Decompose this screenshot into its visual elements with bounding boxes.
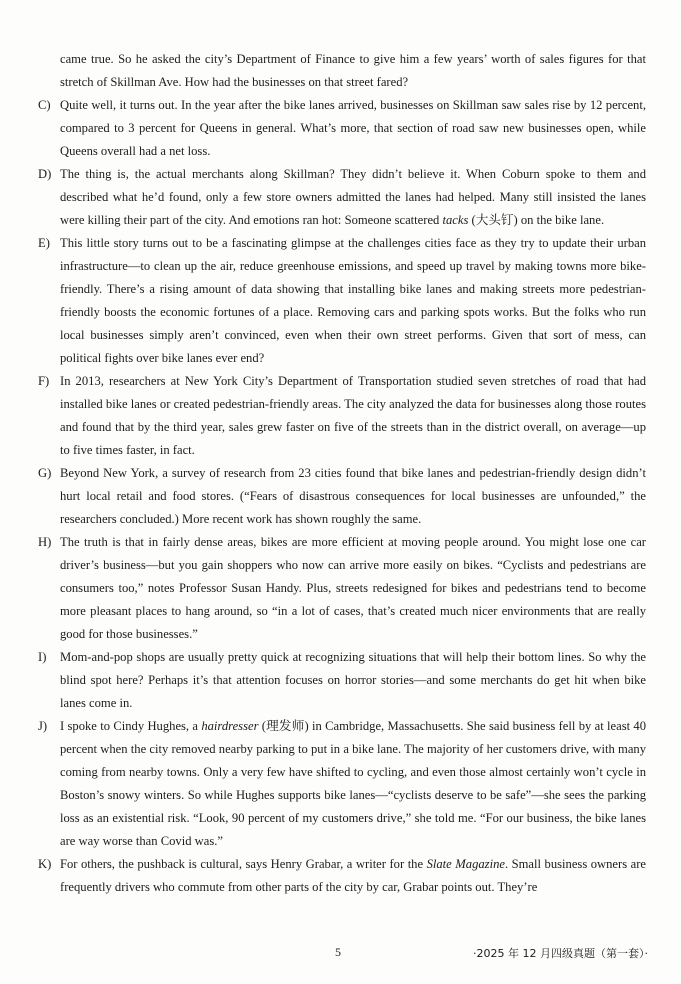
text-run: (大头钉) on the bike lane. [468, 213, 605, 227]
text-run: The truth is that in fairly dense areas, bikes are more efficient at moving people around. You might lose one car driver’s business—but you gain shoppers who now can arrive more easily on bikes. “Cyclists and pedestrians are consumers too,” notes Professor Susan Handy. Plus, streets redesigned for bikes and pedestrians tend to become more pleasant places to hang around, so “in a lot of cases, that’s created much nicer environments that are really good for those businesses.” [60, 535, 646, 641]
paragraph-label: K) [38, 857, 52, 871]
paragraph-body [60, 719, 646, 848]
paragraph-i [38, 646, 646, 715]
paragraph-label: J) [38, 719, 48, 733]
text-run: For others, the pushback is cultural, says Henry Grabar, a writer for the [60, 857, 427, 871]
text-run: Quite well, it turns out. In the year after the bike lanes arrived, businesses on Skillman saw sales rise by 12 percent, compared to 3 percent for Queens in general. What’s more, that section of road saw new businesses open, while Queens overall had a net loss. [60, 98, 646, 158]
paragraph-d [38, 163, 646, 232]
paragraph-g [38, 462, 646, 531]
paragraph-label: D) [38, 167, 52, 181]
paragraph-body [60, 466, 646, 526]
paragraph-body [60, 535, 646, 641]
paragraph-label: G) [38, 466, 52, 480]
text-run: . Small business owners are frequently drivers who commute from other parts of the city by car, Grabar points out. They’re [60, 857, 646, 894]
paragraph-k [38, 853, 646, 899]
paragraph-j [38, 715, 646, 853]
text-run: The thing is, the actual merchants along Skillman? They didn’t believe it. When Coburn spoke to them and described what he’d found, only a few store owners admitted the lanes had helped. Many still insisted the lanes were killing their part of the city. And emotions ran hot: Someone scattered [60, 167, 646, 227]
paragraph-f [38, 370, 646, 462]
paragraph-body [60, 857, 646, 894]
italic-term: Slate Magazine [426, 857, 505, 871]
paragraph-body [60, 52, 646, 89]
paragraph-body [60, 650, 646, 710]
text-run: This little story turns out to be a fascinating glimpse at the challenges cities face as they try to update their urban infrastructure—to clean up the air, reduce greenhouse emissions, and speed up travel by making towns more bike-friendly. There’s a rising amount of data showing that installing bike lanes and making streets more pedestrian-friendly boosts the economic fortunes of a place. Removing cars and parking spots works. But the folks who run local businesses simply aren’t convinced, even when their own street performs. Given that sort of mess, can political fights over bike lanes ever end? [60, 236, 646, 365]
paragraph-label: C) [38, 98, 51, 112]
paragraph-h [38, 531, 646, 646]
paragraph-c [38, 94, 646, 163]
paragraph-label: F) [38, 374, 50, 388]
page-number: 5 [335, 945, 341, 959]
text-run: (理发师) in Cambridge, Massachusetts. She said business fell by at least 40 percent when the city removed nearby parking to put in a bike lane. The majority of her customers drive, with many coming from nearby towns. Only a very few have shifted to cycling, and even those almost certainly won’t cycle in Boston’s snowy winters. So while Hughes supports bike lanes—“cyclists deserve to be safe”—she sees the parking loss as an existential risk. “Look, 90 percent of my customers drive,” she told me. “For our business, the bike lanes are way worse than Covid was.” [60, 719, 647, 848]
paragraph-body [60, 167, 646, 227]
italic-term: tacks [442, 213, 469, 227]
passage-text [38, 48, 646, 899]
italic-term: hairdresser [201, 719, 259, 733]
exam-source-tag: ·2025 年 12 月四级真题（第一套）· [473, 947, 648, 960]
paragraph-e [38, 232, 646, 370]
text-run: In 2013, researchers at New York City’s Department of Transportation studied seven stretches of road that had installed bike lanes or created pedestrian-friendly areas. The city analyzed the data for businesses along those routes and found that by the third year, sales grew faster on five of the streets than in the district overall, on average—up to five times faster, in fact. [60, 374, 646, 457]
text-run: came true. So he asked the city’s Department of Finance to give him a few years’ worth of sales figures for that stretch of Skillman Ave. How had the businesses on that street fared? [60, 52, 646, 89]
paragraph-body [60, 236, 646, 365]
paragraph-label: H) [38, 535, 52, 549]
page-footer [0, 945, 681, 965]
text-run: Beyond New York, a survey of research from 23 cities found that bike lanes and pedestrian-friendly design didn’t hurt local retail and food stores. (“Fears of disastrous consequences for local businesses are unfounded,” the researchers concluded.) More recent work has shown roughly the same. [60, 466, 646, 526]
paragraph-label: E) [38, 236, 50, 250]
paragraph-label: I) [38, 650, 47, 664]
text-run: Mom-and-pop shops are usually pretty quick at recognizing situations that will help their bottom lines. So why the blind spot here? Perhaps it’s that attention focuses on horror stories—and some merchants do get hit when bike lanes come in. [60, 650, 646, 710]
paragraph-body [60, 98, 646, 158]
paragraph-body [60, 374, 646, 457]
paragraph-continued [38, 48, 646, 94]
text-run: I spoke to Cindy Hughes, a [60, 719, 202, 733]
